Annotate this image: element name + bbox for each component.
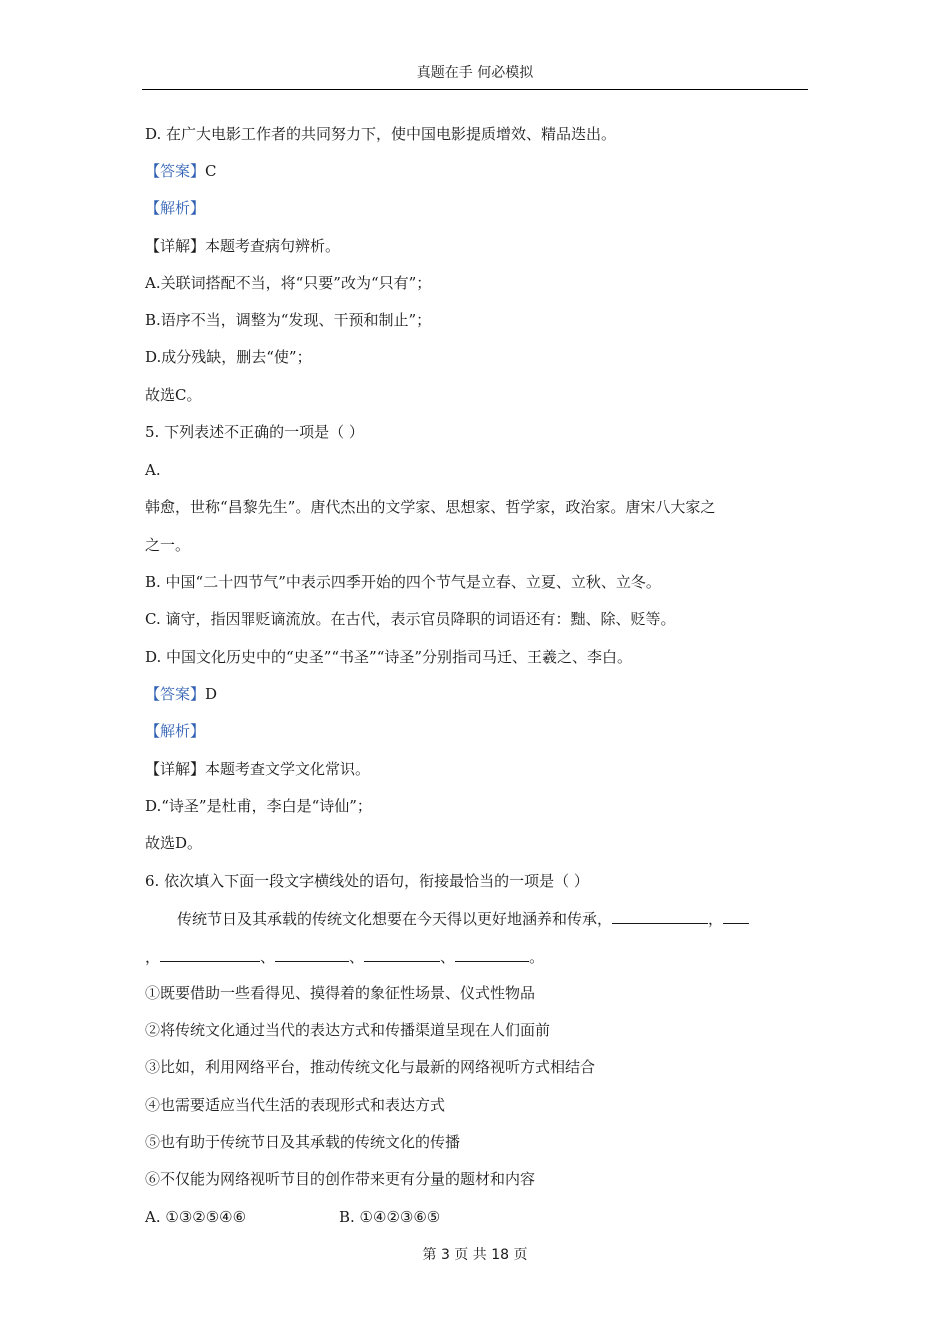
q5-option-a-label: A. (145, 461, 161, 479)
blank-5 (455, 946, 529, 962)
q5-option-c: C. 谪守，指因罪贬谪流放。在古代，表示官员降职的词语还有：黜、除、贬等。 (145, 610, 676, 628)
detail-line: 【详解】本题考查病句辨析。 (145, 237, 341, 255)
answer-tag-2: 【答案】 (145, 685, 206, 703)
explain-b: B.语序不当，调整为“发现、干预和制止”； (145, 311, 432, 329)
q5-option-d: D. 中国文化历史中的“史圣”“书圣”“诗圣”分别指司马迁、王羲之、李白。 (145, 648, 633, 666)
analysis-tag: 【解析】 (145, 199, 206, 217)
item-5: ⑤也有助于传统节日及其承载的传统文化的传播 (145, 1133, 461, 1151)
item-4: ④也需要适应当代生活的表现形式和表达方式 (145, 1096, 446, 1114)
comma-1: ， (708, 910, 724, 928)
item-1: ①既要借助一些看得见、摸得着的象征性场景、仪式性物品 (145, 984, 536, 1002)
sep-2: 、 (349, 948, 365, 966)
detail-line-2: 【详解】本题考查文学文化常识。 (145, 760, 371, 778)
blank-2-start (723, 908, 749, 924)
blank-2-end (160, 946, 260, 962)
analysis-tag-2: 【解析】 (145, 722, 206, 740)
answer-value: C (205, 162, 217, 180)
item-6: ⑥不仅能为网络视听节目的创作带来更有分量的题材和内容 (145, 1170, 536, 1188)
q6-passage-cont (145, 946, 544, 967)
q6-passage-text: 传统节日及其承载的传统文化想要在今天得以更好地涵养和传承， (177, 910, 613, 928)
explain-d: D.成分残缺，删去“使”； (145, 348, 312, 366)
q6-choice-a: A. ①③②⑤④⑥ (145, 1208, 247, 1226)
sep-3: 、 (440, 948, 456, 966)
page-header: 真题在手 何必模拟 (416, 65, 534, 81)
answer-line (145, 161, 217, 181)
blank-3 (275, 946, 349, 962)
answer-value-2: D (205, 685, 218, 703)
option-d-line: D. 在广大电影工作者的共同努力下，使中国电影提质增效、精品迭出。 (145, 125, 617, 143)
blank-4 (364, 946, 440, 962)
explain-d-2: D.“诗圣”是杜甫，李白是“诗仙”； (145, 797, 372, 815)
page-footer: 第 3 页 共 18 页 (422, 1247, 528, 1263)
header-rule (142, 89, 808, 90)
sep-1: 、 (260, 948, 276, 966)
blank-1 (612, 908, 708, 924)
answer-tag: 【答案】 (145, 162, 206, 180)
item-3: ③比如，利用网络平台，推动传统文化与最新的网络视听方式相结合 (145, 1058, 596, 1076)
question-5: 5. 下列表述不正确的一项是（ ） (145, 423, 364, 441)
conclusion-line: 故选C。 (145, 386, 202, 404)
answer-line-2 (145, 684, 217, 704)
explain-a: A.关联词搭配不当，将“只要”改为“只有”； (145, 274, 432, 292)
item-2: ②将传统文化通过当代的表达方式和传播渠道呈现在人们面前 (145, 1021, 551, 1039)
q6-passage (177, 908, 749, 929)
q5-option-b: B. 中国“二十四节气”中表示四季开始的四个节气是立春、立夏、立秋、立冬。 (145, 573, 661, 591)
q5-option-a-text-cont: 之一。 (145, 536, 191, 554)
q5-option-a-text: 韩愈，世称“昌黎先生”。唐代杰出的文学家、思想家、哲学家，政治家。唐宋八大家之 (145, 498, 716, 516)
conclusion-line-2: 故选D。 (145, 834, 203, 852)
period: 。 (529, 948, 545, 966)
q6-choice-b: B. ①④②③⑥⑤ (339, 1208, 441, 1226)
comma-2: ， (145, 948, 161, 966)
question-6: 6. 依次填入下面一段文字横线处的语句，衔接最恰当的一项是（ ） (145, 872, 589, 890)
